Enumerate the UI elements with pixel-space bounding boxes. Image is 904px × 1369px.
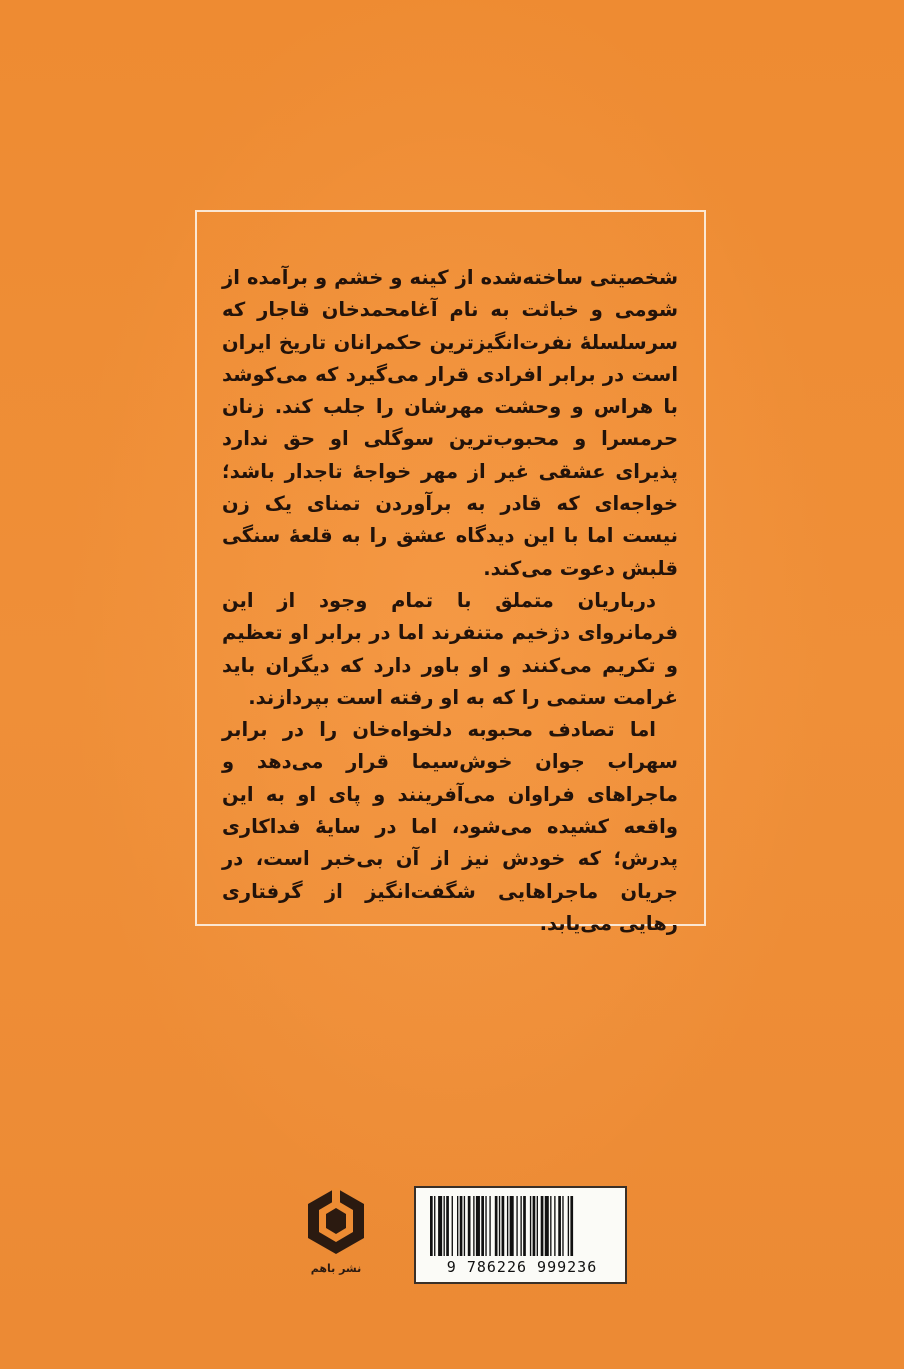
isbn-number: 9 786226 999236 bbox=[446, 1258, 598, 1276]
barcode-bars bbox=[430, 1196, 615, 1256]
blurb-paragraph-2: درباریان متملق با تمام وجود از این فرمانروای دژخیم متنفرند اما در برابر او تعظیم و تکریم می‌کنند و او باور دارد که دیگران باید غرامت ستمی را که به او رفته است بپردازند. bbox=[222, 588, 678, 709]
blurb-paragraph-3: اما تصادف محبوبه دلخواه‌خان را در برابر سهراب جوان خوش‌سیما قرار می‌دهد و ماجراهای فراوان می‌آفرینند و پای او به این واقعه کشیده می‌شود، اما در سایهٔ فداکاری پدرش؛ که خودش نیز از آن بی‌خبر است، در جریان ماجراهایی شگفت‌انگیز از گرفتاری رهایی می‌یابد. bbox=[222, 718, 678, 935]
barcode bbox=[414, 1186, 627, 1284]
publisher-name: نشر باهم bbox=[310, 1262, 362, 1275]
blurb-paragraph-1: شخصیتی ساخته‌شده از کینه و خشم و برآمده از شومی و خباثت به نام آغامحمدخان قاجار که سرسلسلهٔ نفرت‌انگیزترین حکمرانان تاریخ ایران است در برابر افرادی قرار می‌گیرد که می‌کوشد با هراس و وحشت مهرشان را جلب کند. زنان حرمسرا و محبوب‌ترین سوگلی او حق ندارد پذیرای عشقی غیر از مهر خواجهٔ تاجدار باشد؛ خواجه‌ای که قادر به برآوردن تمنای یک زن نیست اما با این دیدگاه عشق را به قلعهٔ سنگی قلبش دعوت می‌کند. bbox=[222, 266, 678, 580]
blurb-text bbox=[222, 262, 678, 940]
publisher-logo-icon bbox=[305, 1186, 367, 1256]
